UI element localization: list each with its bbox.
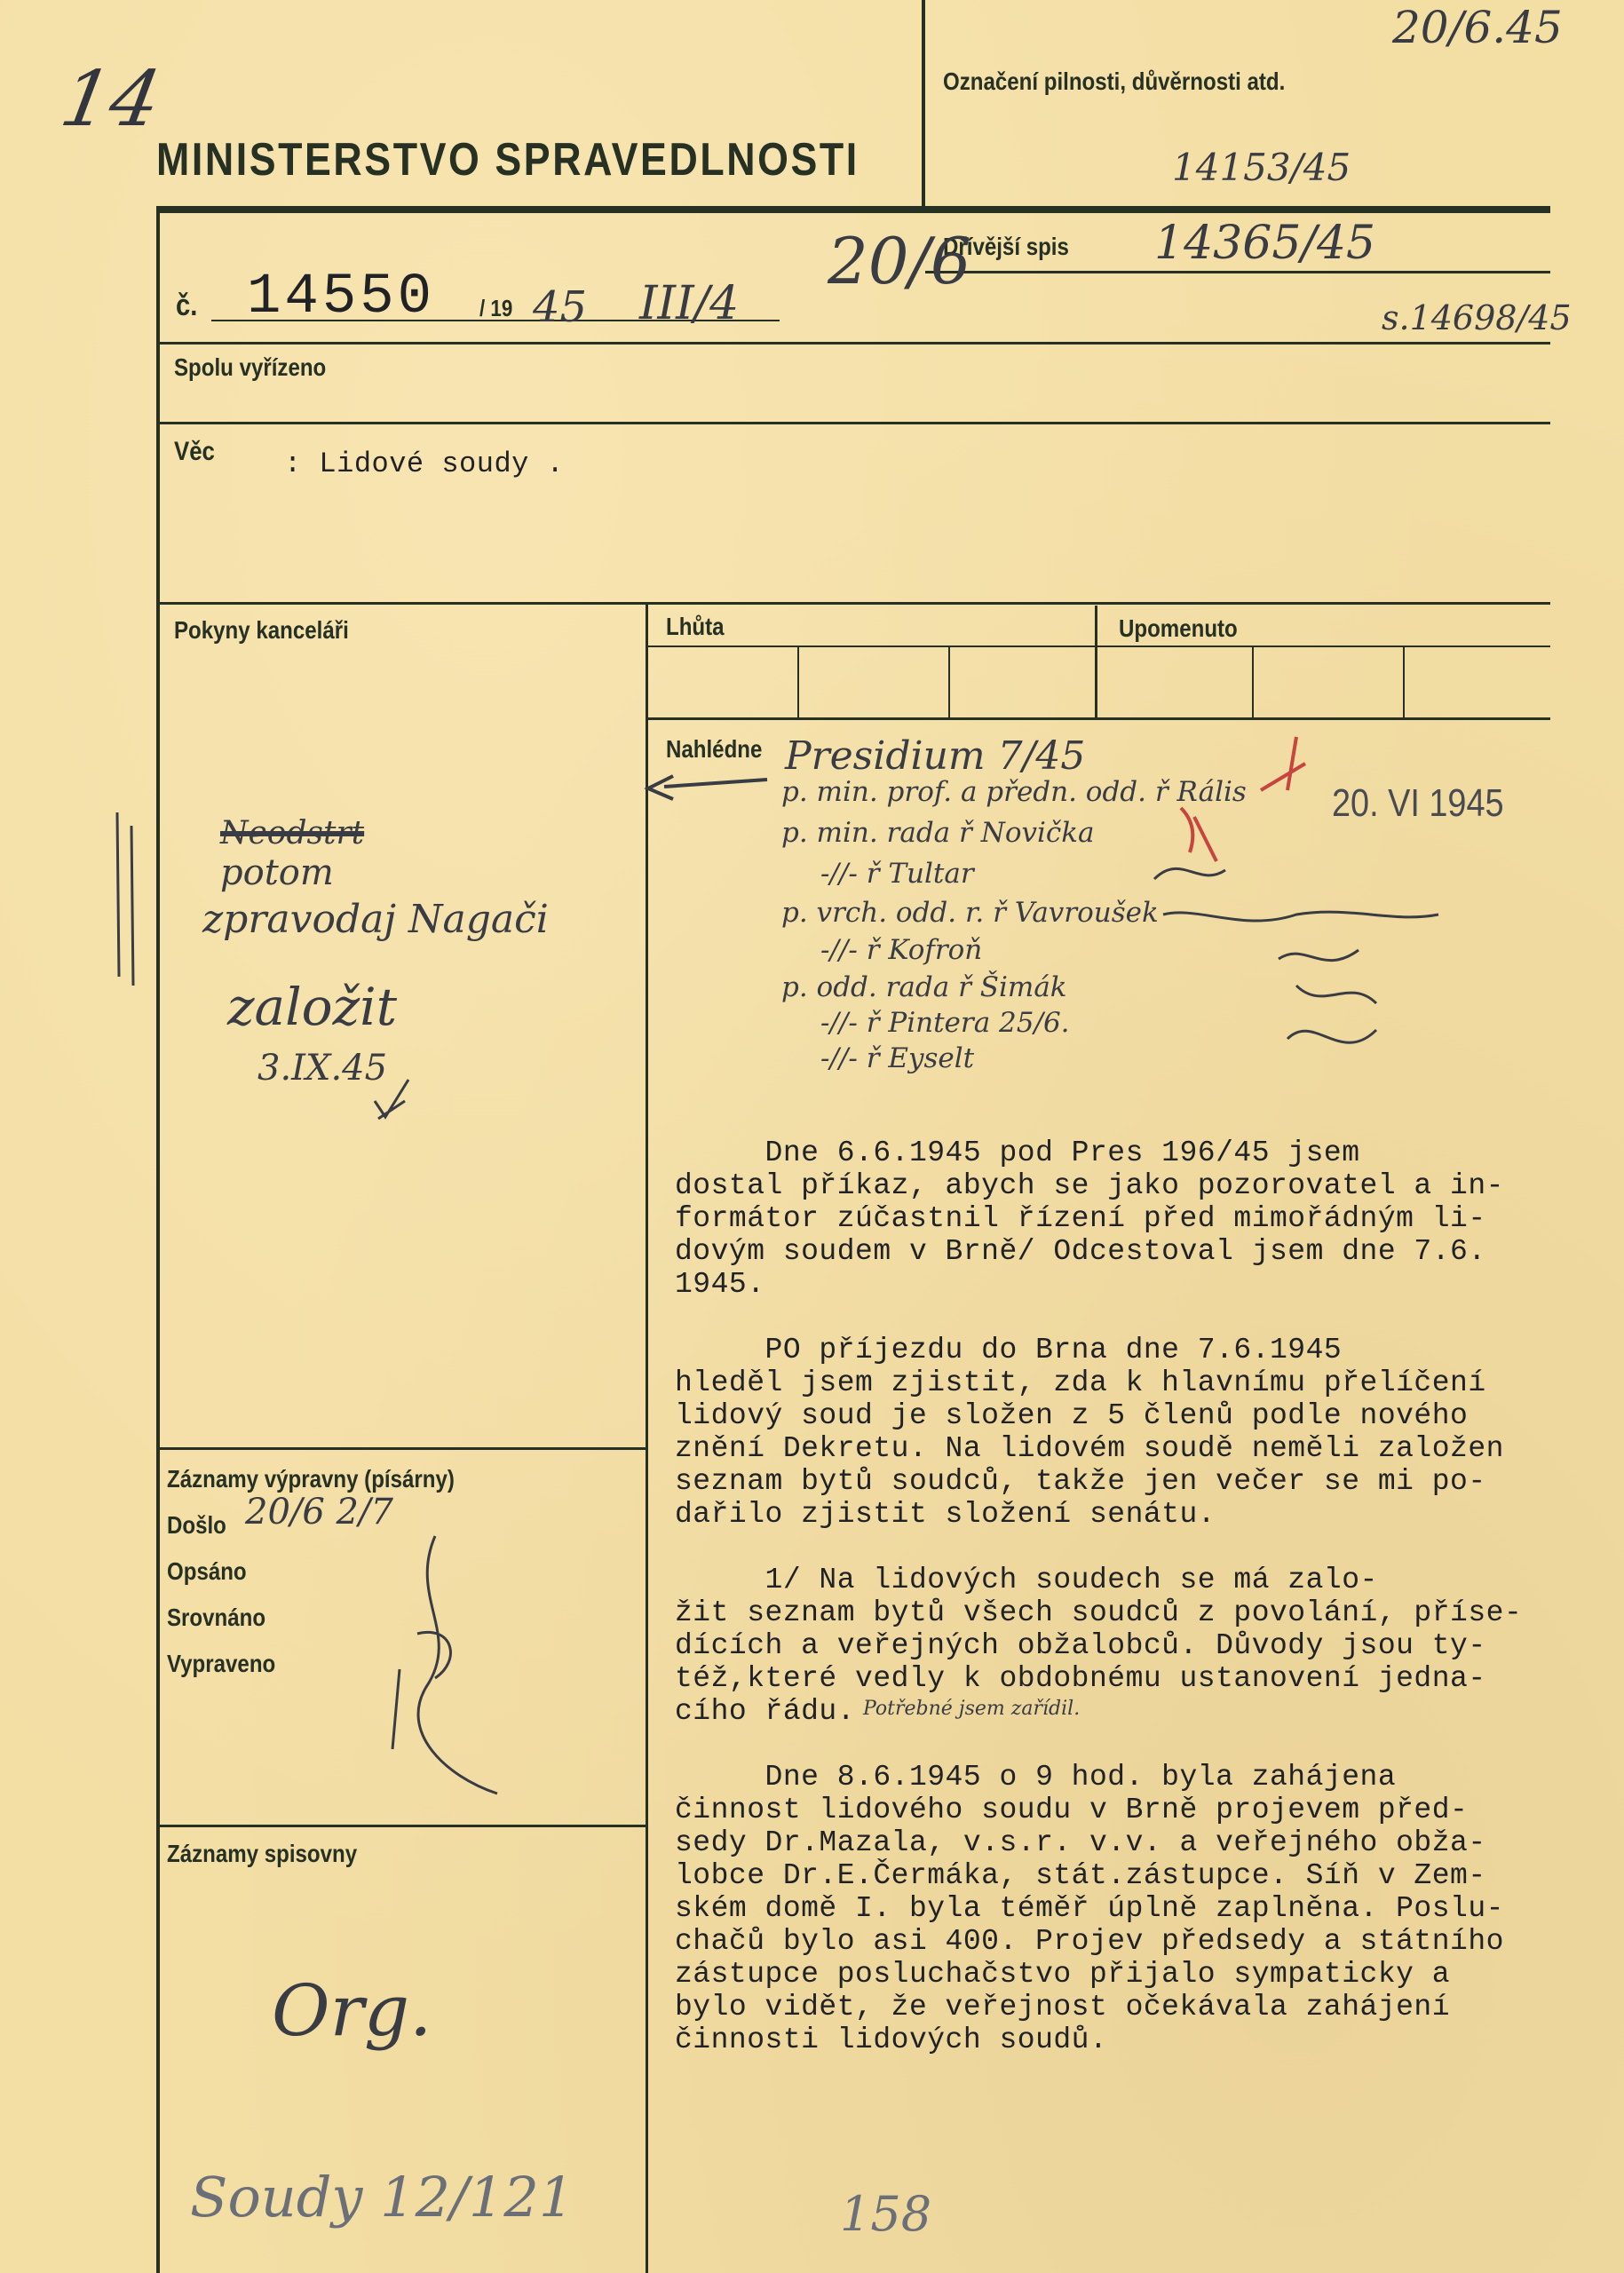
body-line-10: seznam bytů soudců, takže jen večer se mi po- xyxy=(675,1465,1486,1498)
body-line-13: 1/ Na lidových soudech se má zalo- xyxy=(675,1564,1378,1596)
body-line-3: dovým soudem v Brně/ Odcestoval jsem dne 7.6. xyxy=(675,1235,1486,1268)
body-line-14: žit seznam bytů všech soudců z povolání, přísе- xyxy=(675,1596,1523,1629)
body-line-15: dících a veřejných obžalobců. Důvody jsou ty- xyxy=(675,1629,1486,1662)
body-line-22: lobce Dr.E.Čermáka, stát.zástupce. Síň v Zem- xyxy=(675,1859,1486,1892)
body-line-23: ském domě I. byla téměř úplně zaplněna. Poslu- xyxy=(675,1892,1504,1925)
initials-scribbles xyxy=(1145,852,1447,1083)
together-row-rule xyxy=(156,422,1550,424)
priority-label: Označení pilnosti, důvěrnosti atd. xyxy=(943,67,1286,95)
case-dept: III/4 xyxy=(639,277,740,330)
review-entry-2: p. min. rada ř Novička xyxy=(781,817,1095,849)
body-line-2: formátor zúčastnil řízení před mimořádným li- xyxy=(675,1202,1486,1235)
dispatch-top-rule xyxy=(156,1447,648,1450)
case-year: 45 xyxy=(533,282,588,332)
subject-row-rule xyxy=(156,602,1550,605)
subject-label: Věc xyxy=(174,437,215,466)
previous-file-label: Dřívější spis xyxy=(943,233,1069,260)
deadline-cell-1 xyxy=(797,647,799,718)
body-line-4: 1945. xyxy=(675,1268,765,1301)
body-line-26: bylo vidět, že veřejnost očekávala zahájení xyxy=(675,1991,1451,2024)
case-number: 14550 xyxy=(247,265,436,329)
review-entry-7: -//- ř Pintera 25/6. xyxy=(820,1007,1070,1039)
previous-file-value: 14365/45 xyxy=(1154,217,1376,270)
filing-top-rule xyxy=(156,1825,648,1827)
subject-value: : Lidové soudy . xyxy=(284,447,565,480)
body-line-24: chačů bylo asi 400. Projev předsedy a státního xyxy=(675,1925,1504,1958)
together-label: Spolu vyřízeno xyxy=(174,353,327,381)
office-line-2: zpravodaj Nagači xyxy=(202,897,549,942)
office-checkmark xyxy=(366,1074,419,1128)
handwritten-date-top: 20/6.45 xyxy=(1392,2,1563,53)
body-line-1: dostal příkaz, abych se jako pozorovatel a in- xyxy=(675,1169,1504,1202)
office-line-3: založit xyxy=(227,977,398,1037)
footer-right-hw: 158 xyxy=(840,2186,932,2242)
review-entry-5: -//- ř Kofroň xyxy=(820,934,983,966)
header-rule xyxy=(156,206,1550,213)
filing-value: Org. xyxy=(272,1969,432,2052)
previous-file-rule xyxy=(925,271,1550,273)
review-entry-6: p. odd. rada ř Šimák xyxy=(781,971,1067,1003)
extra-ref: s.14698/45 xyxy=(1382,298,1572,337)
office-line-4: 3.IX.45 xyxy=(257,1048,388,1089)
body-line-8: lidový soud je složen z 5 členů podle nového xyxy=(675,1399,1469,1432)
received-stamp: 20. VI 1945 xyxy=(1332,781,1504,825)
body-line-20: činnost lidového soudu v Brně projevem před- xyxy=(675,1794,1469,1826)
dispatch-field-compared: Srovnáno xyxy=(167,1604,266,1631)
deadline-cell-2 xyxy=(948,647,950,718)
review-label: Nahlédne xyxy=(666,735,763,763)
review-entry-4: p. vrch. odd. r. ř Vavroušek xyxy=(781,897,1159,929)
review-entry-8: -//- ř Eyselt xyxy=(820,1042,975,1074)
office-line-0: Neodstrt xyxy=(220,815,365,851)
body-line-17: cího řádu. xyxy=(675,1695,856,1728)
body-line-19: Dne 8.6.1945 o 9 hod. byla zahájena xyxy=(675,1761,1397,1794)
case-number-label: č. xyxy=(176,289,198,322)
ministry-title: MINISTERSTVO SPRAVEDLNOSTI xyxy=(156,134,860,186)
reminder-cell-1 xyxy=(1252,647,1254,718)
body-line-6: PO příjezdu do Brna dne 7.6.1945 xyxy=(675,1334,1343,1366)
body-line-27: činnosti lidových soudů. xyxy=(675,2024,1108,2056)
dispatch-received-hw: 20/6 2/7 xyxy=(245,1492,393,1532)
deadline-divider xyxy=(1095,606,1097,719)
body-line-9: znění Dekretu. Na lidovém soudě neměli založen xyxy=(675,1432,1504,1465)
body-line-21: sedy Dr.Mazala, v.s.r. v.v. a veřejného obža- xyxy=(675,1826,1486,1859)
dispatch-signature xyxy=(382,1527,524,1811)
handwritten-ref-top: 14153/45 xyxy=(1172,146,1351,189)
office-column-rule xyxy=(646,602,648,2273)
case-date-hw: 20/6 xyxy=(828,224,971,298)
review-entry-1: p. min. prof. a předn. odd. ř Rális xyxy=(781,776,1247,808)
office-label: Pokyny kanceláři xyxy=(174,616,349,644)
body-line-11: dařilo zjistit složení senátu. xyxy=(675,1498,1216,1531)
handwritten-page-number: 14 xyxy=(54,55,168,144)
filing-label: Záznamy spisovny xyxy=(167,1840,358,1867)
reminder-cell-2 xyxy=(1403,647,1405,718)
review-entry-0: Presidium 7/45 xyxy=(785,733,1086,779)
deadline-label: Lhůta xyxy=(666,613,725,640)
body-line-7: hleděl jsem zjistit, zda k hlavnímu přelíčení xyxy=(675,1366,1486,1399)
arrow-pointer xyxy=(638,769,771,804)
left-border xyxy=(156,206,160,2273)
margin-brackets xyxy=(108,808,144,986)
body-line-16: též,které vedly k obdobnému ustanovení jedna- xyxy=(675,1662,1486,1695)
body-line-0: Dne 6.6.1945 pod Pres 196/45 jsem xyxy=(675,1136,1360,1169)
review-entry-3: -//- ř Tultar xyxy=(820,858,974,890)
office-line-1: potom xyxy=(220,852,334,893)
deadline-bottom-rule xyxy=(648,717,1550,720)
dispatch-field-copied: Opsáno xyxy=(167,1557,247,1585)
footer-left-hw: Soudy 12/121 xyxy=(190,2165,574,2229)
dispatch-field-received: Došlo xyxy=(167,1511,226,1539)
body-line-25: zástupce posluchačstvo přijalo sympaticky a xyxy=(675,1958,1451,1991)
header-vertical-rule xyxy=(922,0,925,209)
dispatch-label: Záznamy výpravny (písárny) xyxy=(167,1465,455,1493)
year-label: / 19 xyxy=(479,295,513,321)
deadline-header-rule xyxy=(648,645,1550,647)
dispatch-field-sent: Vypraveno xyxy=(167,1650,276,1677)
body-margin-note: Potřebné jsem zařídil. xyxy=(863,1698,1081,1720)
case-row-rule xyxy=(156,342,1550,345)
reminder-label: Upomenuto xyxy=(1119,614,1238,642)
